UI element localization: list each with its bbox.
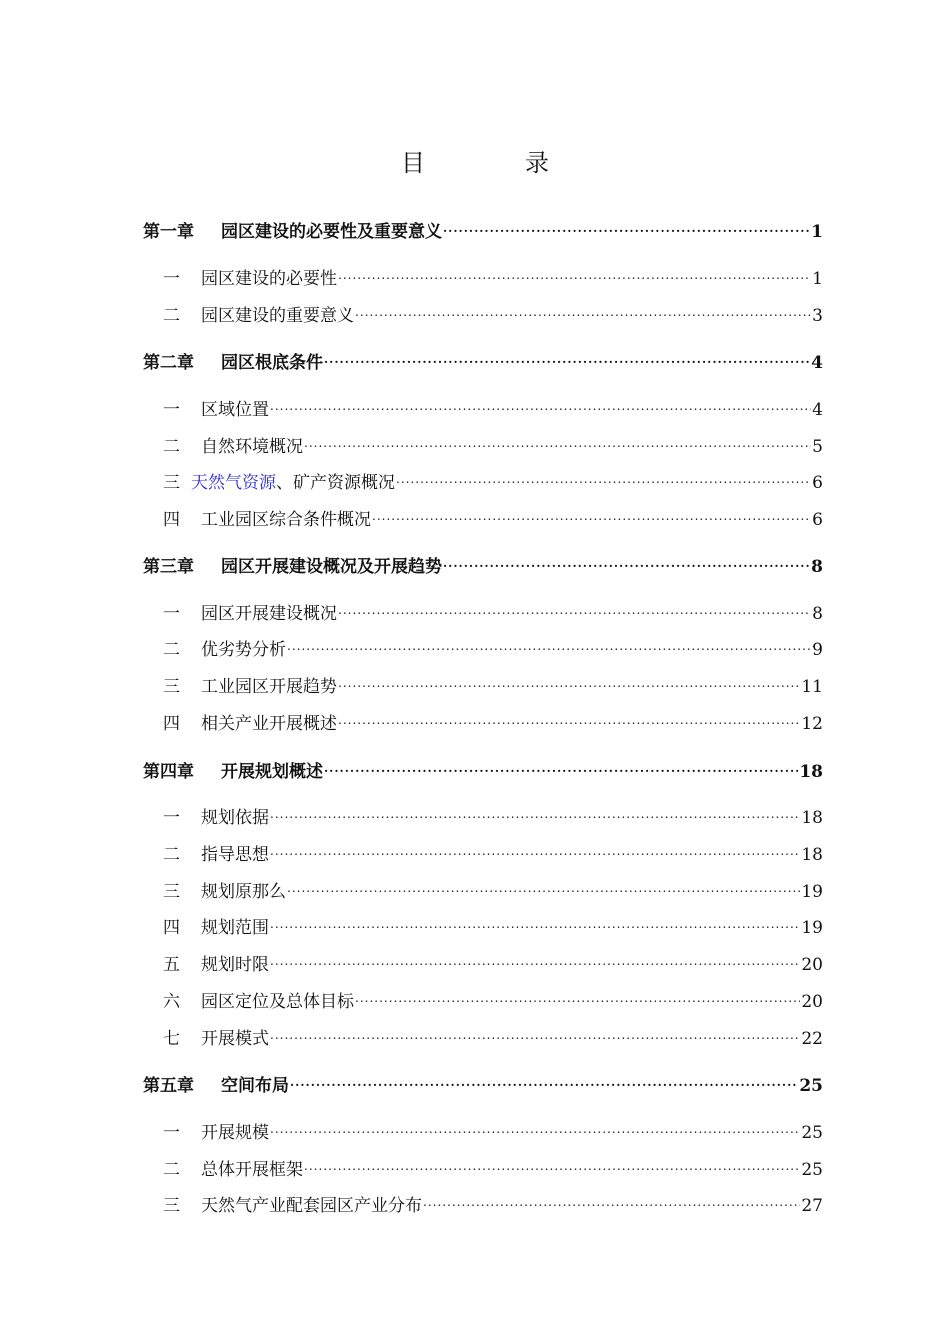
dot-leader <box>355 297 811 321</box>
dot-leader <box>443 548 810 572</box>
toc-title: 目 录 <box>401 149 587 177</box>
chapter-title: 园区根底条件 <box>221 353 323 373</box>
section-number: 二 <box>163 1160 180 1180</box>
dot-leader <box>270 836 800 860</box>
section-title: 园区建设的重要意义 <box>201 306 354 326</box>
dot-leader <box>270 946 800 970</box>
chapter-title: 园区建设的必要性及重要意义 <box>221 222 442 242</box>
page-number: 1 <box>812 269 823 289</box>
page-number: 19 <box>801 918 823 938</box>
section-title: 规划依据 <box>201 808 269 828</box>
dot-leader <box>270 391 811 415</box>
section-title: 工业园区综合条件概况 <box>201 510 371 530</box>
page-number: 19 <box>801 882 823 902</box>
toc-section-3-4[interactable] <box>143 705 823 734</box>
page-number: 22 <box>801 1029 823 1049</box>
section-title: 规划时限 <box>201 955 269 975</box>
page-number: 25 <box>801 1160 823 1180</box>
dot-leader <box>372 501 811 525</box>
dot-leader <box>270 799 800 823</box>
section-title: 自然环境概况 <box>201 437 303 457</box>
toc-chapter-5[interactable] <box>143 1067 823 1096</box>
section-number: 一 <box>163 1123 180 1143</box>
dot-leader <box>443 213 810 237</box>
page-number: 18 <box>801 808 823 828</box>
page-number: 8 <box>811 557 823 577</box>
toc-section-5-2[interactable] <box>143 1151 823 1180</box>
page-number: 20 <box>801 955 823 975</box>
section-number: 六 <box>163 992 180 1012</box>
section-title: 规划范围 <box>201 918 269 938</box>
toc-section-4-1[interactable] <box>143 799 823 828</box>
chapter-number: 第四章 <box>143 762 194 782</box>
page-number: 9 <box>812 640 823 660</box>
dot-leader <box>304 1151 800 1175</box>
toc-section-3-3[interactable] <box>143 668 823 697</box>
section-title: 园区定位及总体目标 <box>201 992 354 1012</box>
toc-section-5-3[interactable] <box>143 1187 823 1216</box>
chapter-title: 园区开展建设概况及开展趋势 <box>221 557 442 577</box>
dot-leader <box>290 1067 798 1091</box>
section-title: 开展规模 <box>201 1123 269 1143</box>
section-title: 规划原那么 <box>201 882 286 902</box>
page-number: 4 <box>811 353 823 373</box>
page-number: 27 <box>801 1196 823 1216</box>
section-number: 四 <box>163 510 180 530</box>
section-number: 三 <box>163 677 180 697</box>
toc-section-4-3[interactable] <box>143 873 823 902</box>
page-number: 12 <box>801 714 823 734</box>
chapter-number: 第三章 <box>143 557 194 577</box>
section-title: 工业园区开展趋势 <box>201 677 337 697</box>
section-title: 相关产业开展概述 <box>201 714 337 734</box>
toc-section-2-3[interactable] <box>143 464 823 493</box>
chapter-title: 开展规划概述 <box>221 762 323 782</box>
toc-section-2-4[interactable] <box>143 501 823 530</box>
dot-leader <box>270 1020 800 1044</box>
section-title-highlight: 天然气资源 <box>191 473 276 493</box>
toc-chapter-2[interactable] <box>143 344 823 373</box>
page-number: 18 <box>799 762 823 782</box>
toc-chapter-1[interactable] <box>143 213 823 242</box>
page-number: 8 <box>812 604 823 624</box>
toc-section-2-1[interactable] <box>143 391 823 420</box>
toc-section-2-2[interactable] <box>143 428 823 457</box>
page-number: 4 <box>812 400 823 420</box>
section-number: 三 <box>163 473 180 493</box>
section-number: 一 <box>163 269 180 289</box>
dot-leader <box>270 1114 800 1138</box>
section-title: 天然气产业配套园区产业分布 <box>201 1196 422 1216</box>
section-title: 园区建设的必要性 <box>201 269 337 289</box>
dot-leader <box>338 668 800 692</box>
section-number: 一 <box>163 604 180 624</box>
page-number: 18 <box>801 845 823 865</box>
toc-section-1-1[interactable] <box>143 260 823 289</box>
page-number: 5 <box>812 437 823 457</box>
dot-leader <box>338 595 811 619</box>
section-number: 二 <box>163 306 180 326</box>
dot-leader <box>338 260 811 284</box>
dot-leader <box>304 428 811 452</box>
page-number: 1 <box>811 222 823 242</box>
section-number: 五 <box>163 955 180 975</box>
toc-section-4-6[interactable] <box>143 983 823 1012</box>
page-number: 20 <box>801 992 823 1012</box>
dot-leader <box>324 344 810 368</box>
page-number: 6 <box>812 510 823 530</box>
page-number: 25 <box>799 1076 823 1096</box>
dot-leader <box>355 983 800 1007</box>
section-number: 三 <box>163 882 180 902</box>
toc-section-4-7[interactable] <box>143 1020 823 1049</box>
toc-chapter-4[interactable] <box>143 753 823 782</box>
page-number: 6 <box>812 473 823 493</box>
dot-leader <box>338 705 800 729</box>
dot-leader <box>287 631 811 655</box>
section-number: 七 <box>163 1029 180 1049</box>
dot-leader <box>396 464 811 488</box>
section-number: 二 <box>163 437 180 457</box>
page-number: 3 <box>812 306 823 326</box>
dot-leader <box>423 1187 800 1211</box>
section-title: 区域位置 <box>201 400 269 420</box>
page-number: 11 <box>801 677 823 697</box>
section-title: 总体开展框架 <box>201 1160 303 1180</box>
dot-leader <box>270 909 800 933</box>
dot-leader <box>287 873 800 897</box>
toc-section-4-5[interactable] <box>143 946 823 975</box>
toc-section-5-1[interactable] <box>143 1114 823 1143</box>
section-number: 二 <box>163 845 180 865</box>
section-number: 一 <box>163 808 180 828</box>
section-title: 指导思想 <box>201 845 269 865</box>
page-number: 25 <box>801 1123 823 1143</box>
section-number: 三 <box>163 1196 180 1216</box>
section-number: 二 <box>163 640 180 660</box>
chapter-number: 第二章 <box>143 353 194 373</box>
toc-section-3-1[interactable] <box>143 595 823 624</box>
toc-section-4-2[interactable] <box>143 836 823 865</box>
section-number: 四 <box>163 714 180 734</box>
dot-leader <box>324 753 798 777</box>
chapter-number: 第一章 <box>143 222 194 242</box>
chapter-title: 空间布局 <box>221 1076 289 1096</box>
section-title: 优劣势分析 <box>201 640 286 660</box>
section-title: 开展模式 <box>201 1029 269 1049</box>
section-title: 园区开展建设概况 <box>201 604 337 624</box>
section-number: 一 <box>163 400 180 420</box>
section-title: 、矿产资源概况 <box>276 473 395 493</box>
toc-section-1-2[interactable] <box>143 297 823 326</box>
chapter-number: 第五章 <box>143 1076 194 1096</box>
toc-chapter-3[interactable] <box>143 548 823 577</box>
section-number: 四 <box>163 918 180 938</box>
toc-section-3-2[interactable] <box>143 631 823 660</box>
toc-section-4-4[interactable] <box>143 909 823 938</box>
